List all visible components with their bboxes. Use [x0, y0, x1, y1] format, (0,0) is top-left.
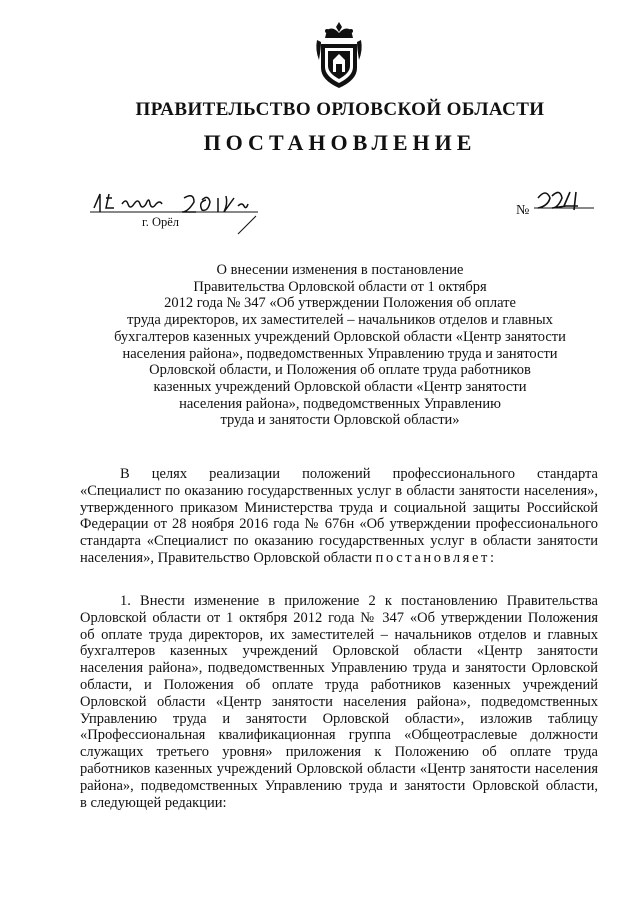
paragraph-line: «Профессиональная квалификационная группа «Общеотраслевые должности	[80, 727, 598, 744]
document-subject	[60, 262, 620, 429]
body-paragraph-preamble	[80, 466, 598, 567]
paragraph-line: бухгалтеров казенных учреждений Орловской области «Центр занятости	[80, 643, 598, 660]
organization-title: ПРАВИТЕЛЬСТВО ОРЛОВСКОЙ ОБЛАСТИ	[135, 99, 545, 120]
subject-line: 2012 года № 347 «Об утверждении Положения об оплате	[164, 295, 516, 312]
document-type-title: ПОСТАНОВЛЕНИЕ	[203, 130, 477, 155]
paragraph-line: Орловской области от 1 октября 2012 года № 347 «Об утверждении Положения	[80, 609, 598, 626]
body-paragraph-item-1	[80, 593, 598, 811]
coat-of-arms-emblem	[315, 20, 363, 90]
subject-line: Орловской области, и Положения об оплате труда работников	[149, 362, 531, 379]
paragraph-line: области, и Положения об оплате труда работников казенных учреждений	[80, 676, 598, 693]
subject-line: казенных учреждений Орловской области «Центр занятости	[153, 378, 527, 395]
paragraph-line: 1. Внести изменение в приложение 2 к постановлению Правительства	[120, 593, 598, 609]
paragraph-line: Орловской области «Центр занятости населения района», подведомственных	[80, 693, 598, 710]
paragraph-line: В целях реализации положений профессионального стандарта	[120, 466, 598, 482]
paragraph-line	[80, 550, 598, 567]
paragraph-line: Федерации от 28 ноября 2016 года № 676н «Об утверждении профессионального	[80, 516, 598, 533]
subject-line: труда и занятости Орловской области»	[220, 412, 460, 429]
number-label: №	[516, 203, 530, 218]
resolution-keyword: постановляет:	[375, 549, 497, 566]
paragraph-line: Управлению труда и занятости Орловской области», изложив таблицу	[80, 710, 598, 727]
paragraph-line: населения района», подведомственных Управлению труда и занятости Орловской	[80, 660, 598, 677]
paragraph-line-text: населения», Правительство Орловской области	[80, 549, 376, 566]
paragraph-line: района», подведомственных Управлению труда и занятости Орловской области,	[80, 777, 598, 794]
paragraph-line: стандарта «Специалист по оказанию государственных услуг в области занятости	[80, 533, 598, 550]
subject-line: бухгалтеров казенных учреждений Орловской области «Центр занятости	[114, 328, 566, 345]
subject-line: Правительства Орловской области от 1 октября	[193, 278, 487, 295]
paragraph-line: в следующей редакции:	[80, 794, 227, 811]
paragraph-line: служащих третьего уровня» приложения к Положению об оплате труда	[80, 744, 598, 761]
handwritten-date-signature	[86, 188, 276, 236]
subject-line: населения района», подведомственных Управлению	[179, 395, 501, 412]
paragraph-line: работников казенных учреждений Орловской области «Центр занятости населения	[80, 760, 598, 777]
handwritten-number-signature	[532, 188, 600, 216]
paragraph-line: «Специалист по оказанию государственных услуг в области занятости населения»,	[80, 482, 598, 499]
city-label: г. Орёл	[142, 215, 180, 229]
paragraph-line: утвержденного приказом Министерства труда и социальной защиты Российской	[80, 499, 598, 516]
subject-line: населения района», подведомственных Управлению труда и занятости	[122, 345, 558, 362]
paragraph-line: об оплате труда директоров, их заместителей – начальников отделов и главных	[80, 626, 598, 643]
subject-line: труда директоров, их заместителей – начальников отделов и главных	[127, 312, 553, 329]
subject-line: О внесении изменения в постановление	[216, 262, 464, 278]
